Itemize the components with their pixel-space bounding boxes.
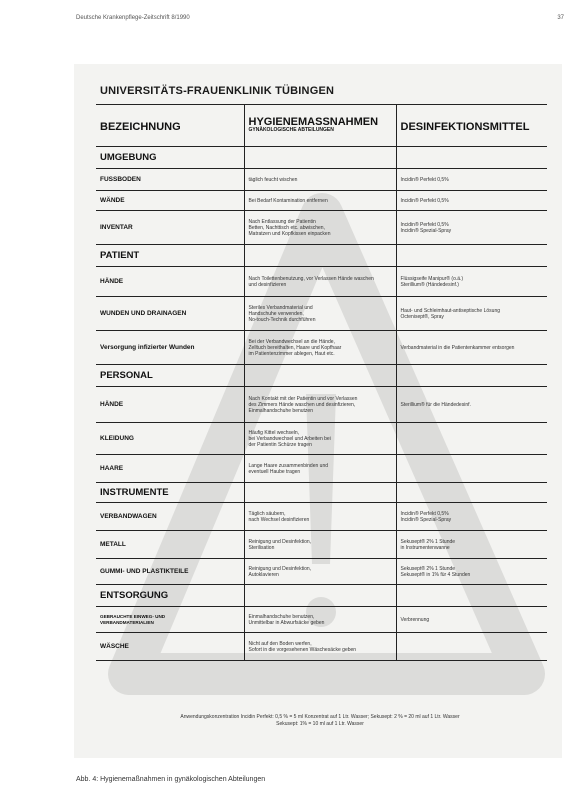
row-disinfectant: Verbandmaterial in die Patientenkammer entsorgen: [396, 331, 547, 365]
table-row: [96, 423, 547, 455]
table-row: [96, 211, 547, 245]
row-disinfectant: Haut- und Schleimhaut-antiseptische Lösung Octenisept®, Spray: [396, 297, 547, 331]
section-title: ENTSORGUNG: [96, 585, 244, 607]
table-row: [96, 387, 547, 423]
row-disinfectant: Flüssigseife Manipur® (o.ä.) Sterillium® (Händedesinf.): [396, 267, 547, 297]
concentration-footnote: Anwendungskonzentration Incidin Perfekt: 0,5 % = 5 ml Konzentrat auf 1 Ltr. Wasser; Sekusept: 2 % = 20 ml auf 1 Ltr. Wasser Sekusept: 1% = 10 ml auf 1 Ltr. Wasser: [180, 714, 460, 727]
hygiene-table-card: [74, 64, 562, 758]
section-title: PERSONAL: [96, 365, 244, 387]
table-row: [96, 559, 547, 585]
table-row: [96, 297, 547, 331]
table-row: [96, 633, 547, 661]
section-title: INSTRUMENTE: [96, 483, 244, 503]
row-name: WÄSCHE: [96, 633, 244, 661]
row-measure: Nicht auf den Boden werfen, Sofort in die vorgesehenen Wäschesäcke geben: [244, 633, 396, 661]
row-measure: Nach Kontakt mit der Patientin und vor Verlassen des Zimmers Hände waschen und desinfizieren, Einmalhandschuhe benutzen: [244, 387, 396, 423]
row-disinfectant: [396, 455, 547, 483]
table-row: [96, 531, 547, 559]
row-measure: Bei Bedarf Kontamination entfernen: [244, 191, 396, 211]
section-row-patient: [96, 245, 547, 267]
row-name: KLEIDUNG: [96, 423, 244, 455]
row-name: Versorgung infizierter Wunden: [96, 331, 244, 365]
row-measure: Reinigung und Desinfektion, Autoklavieren: [244, 559, 396, 585]
table-row: [96, 607, 547, 633]
table-row: [96, 191, 547, 211]
header-hygienemassnahmen: [244, 105, 396, 147]
section-title: UMGEBUNG: [96, 147, 244, 169]
hygiene-table: [96, 104, 547, 661]
row-measure: Reinigung und Desinfektion, Sterilisation: [244, 531, 396, 559]
table-row: [96, 331, 547, 365]
section-row-entsorgung: [96, 585, 547, 607]
row-disinfectant: Sekusept® 2% 1 Stunde Sekusept® in 1% für 4 Stunden: [396, 559, 547, 585]
row-disinfectant: Incidin® Perfekt 0,5%: [396, 169, 547, 191]
table-row: [96, 455, 547, 483]
row-measure: Täglich säubern, nach Wechsel desinfizieren: [244, 503, 396, 531]
row-name: WUNDEN UND DRAINAGEN: [96, 297, 244, 331]
row-measure: Lange Haare zusammenbinden und eventuell Haube tragen: [244, 455, 396, 483]
row-name: HAARE: [96, 455, 244, 483]
row-disinfectant: [396, 423, 547, 455]
row-disinfectant: Incidin® Perfekt 0,5% Incidin® Spezial-Spray: [396, 503, 547, 531]
row-disinfectant: Sterillium® für die Händedesinf.: [396, 387, 547, 423]
row-measure: Einmalhandschuhe benutzen, Unmittelbar in Abwurfsäcke geben: [244, 607, 396, 633]
header-bezeichnung: BEZEICHNUNG: [96, 105, 244, 147]
row-measure: Steriles Verbandmaterial und Handschuhe verwenden, No-touch-Technik durchführen: [244, 297, 396, 331]
row-measure: Bei der Verbandwechsel an die Hände, Zelltuch bereithalten, Haare und Kopfhaar im Patientenzimmer ablegen, Haut etc.: [244, 331, 396, 365]
row-disinfectant: Incidin® Perfekt 0,5% Incidin® Spezial-Spray: [396, 211, 547, 245]
figure-caption: Abb. 4: Hygienemaßnahmen in gynäkologischen Abteilungen: [76, 776, 266, 783]
running-head: [76, 15, 564, 21]
table-header-row: [96, 105, 547, 147]
row-name: GEBRAUCHTE EINWEG- UND VERBANDMATERIALIEN: [96, 607, 244, 633]
table-row: [96, 503, 547, 531]
section-row-personal: [96, 365, 547, 387]
header-desinfektionsmittel: DESINFEKTIONSMITTEL: [396, 105, 547, 147]
row-disinfectant: [396, 633, 547, 661]
row-disinfectant: Incidin® Perfekt 0,5%: [396, 191, 547, 211]
page-number: 37: [557, 15, 564, 21]
row-measure: Nach Entlassung der Patientin Betten, Nachttisch etc. abwischen, Matratzen und Kopfkissen einpacken: [244, 211, 396, 245]
clinic-title: UNIVERSITÄTS-FRAUENKLINIK TÜBINGEN: [100, 85, 335, 97]
header-hygienemassnahmen-label: HYGIENEMASSNAHMEN: [248, 116, 379, 128]
section-row-instrumente: [96, 483, 547, 503]
row-measure: Häufig Kittel wechseln, bei Verbandwechsel und Arbeiten bei der Patientin Schürze tragen: [244, 423, 396, 455]
row-measure: täglich feucht wischen: [244, 169, 396, 191]
running-head-journal: Deutsche Krankenpflege-Zeitschrift 8/1990: [76, 15, 190, 21]
table-row: [96, 267, 547, 297]
row-disinfectant: Sekusept® 2% 1 Stunde in Instrumentenwanne: [396, 531, 547, 559]
row-name: HÄNDE: [96, 387, 244, 423]
row-disinfectant: Verbrennung: [396, 607, 547, 633]
header-subtitle: GYNÄKOLOGISCHE ABTEILUNGEN: [248, 127, 334, 133]
row-name: METALL: [96, 531, 244, 559]
row-name: GUMMI- UND PLASTIKTEILE: [96, 559, 244, 585]
row-measure: Nach Toilettenbenutzung, vor Verlassen Hände waschen und desinfizieren: [244, 267, 396, 297]
section-row-umgebung: [96, 147, 547, 169]
row-name: VERBANDWAGEN: [96, 503, 244, 531]
section-title: PATIENT: [96, 245, 244, 267]
table-row: [96, 169, 547, 191]
row-name: INVENTAR: [96, 211, 244, 245]
row-name: WÄNDE: [96, 191, 244, 211]
row-name: HÄNDE: [96, 267, 244, 297]
row-name: FUSSBODEN: [96, 169, 244, 191]
